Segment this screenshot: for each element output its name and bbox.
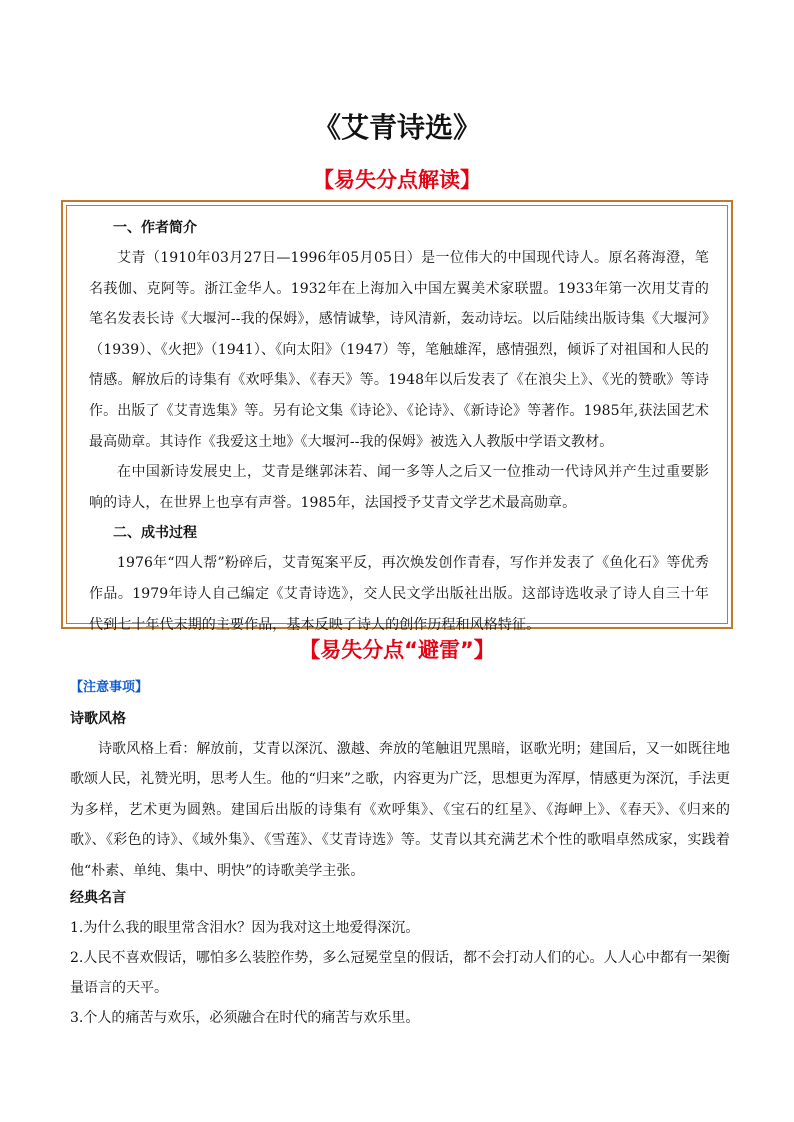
quotes-section xyxy=(70,885,730,1033)
quote-item: 2.人民不喜欢假话，哪怕多么装腔作势，多么冠冕堂皇的假话，都不会打动人们的心。人人心中都有一架衡量语言的天平。 xyxy=(70,950,730,996)
quote-item: 3.个人的痛苦与欢乐，必须融合在时代的痛苦与欢乐里。 xyxy=(70,1010,420,1026)
poetry-style-heading: 诗歌风格 xyxy=(70,711,126,727)
section-banner-analysis: 【易失分点解读】 xyxy=(313,168,481,192)
book-process-heading: 二、成书过程 xyxy=(113,525,197,542)
poetry-style-paragraph: 诗歌风格上看：解放前，艾青以深沉、激越、奔放的笔触诅咒黑暗，讴歌光明；建国后，又一如既往地歌颂人民，礼赞光明，思考人生。他的“归来”之歌，内容更为广泛，思想更为浑厚，情感更为深沉，手法更为多样，艺术更为圆熟。建国后出版的诗集有《欢呼集》、《宝石的红星》、《海岬上》、《春天》、《归来的歌》、《彩色的诗》、《域外集》、《雪莲》、《艾青诗选》等。艾青以其充满艺术个性的歌唱卓然成家，实践着他“朴素、单纯、集中、明快”的诗歌美学主张。 xyxy=(70,741,730,879)
quotes-heading: 经典名言 xyxy=(70,890,126,906)
author-intro-paragraph: 艾青（1910年03月27日—1996年05月05日）是一位伟大的中国现代诗人。原名蒋海澄，笔名莪伽、克阿等。浙江金华人。1932年在上海加入中国左翼美术家联盟。1933年第一次用艾青的笔名发表长诗《大堰河--我的保姆》，感情诚挚，诗风清新，轰动诗坛。以后陆续出版诗集《大堰河》（1939）、《火把》（1941）、《向太阳》（1947）等，笔触雄浑，感情强烈，倾诉了对祖国和人民的情感。解放后的诗集有《欢呼集》、《春天》等。1948年以后发表了《在浪尖上》、《光的赞歌》等诗作。出版了《艾青选集》等。另有论文集《诗论》、《论诗》、《新诗论》等著作。1985年,获法国艺术最高勋章。其诗作《我爱这土地》《大堰河--我的保姆》被选入人教版中学语文教材。 xyxy=(89,250,709,450)
notice-tag: 【注意事项】 xyxy=(70,680,149,695)
author-intro-heading: 一、作者简介 xyxy=(113,220,197,236)
intro-frame xyxy=(61,200,733,633)
page-title: 《艾青诗选》 xyxy=(312,111,481,144)
book-process-paragraph: 1976年“四人帮”粉碎后，艾青冤案平反，再次焕发创作青春，写作并发表了《鱼化石》等优秀作品。1979年诗人自己编定《艾青诗选》，交人民文学出版社出版。这部诗选收录了诗人自三十年代到七十年代末期的主要作品，基本反映了诗人的创作历程和风格特征。 xyxy=(89,555,709,633)
intro-frame-inner xyxy=(66,205,728,633)
quote-item: 1.为什么我的眼里常含泪水？因为我对这土地爱得深沉。 xyxy=(70,920,420,936)
section-banner-pitfalls: 【易失分点“避雷”】 xyxy=(299,638,495,662)
poetry-style-section xyxy=(70,706,730,886)
author-influence-paragraph: 在中国新诗发展史上，艾青是继郭沫若、闻一多等人之后又一位推动一代诗风并产生过重要影响的诗人，在世界上也享有声誉。1985年，法国授予艾青文学艺术最高勋章。 xyxy=(89,464,709,511)
